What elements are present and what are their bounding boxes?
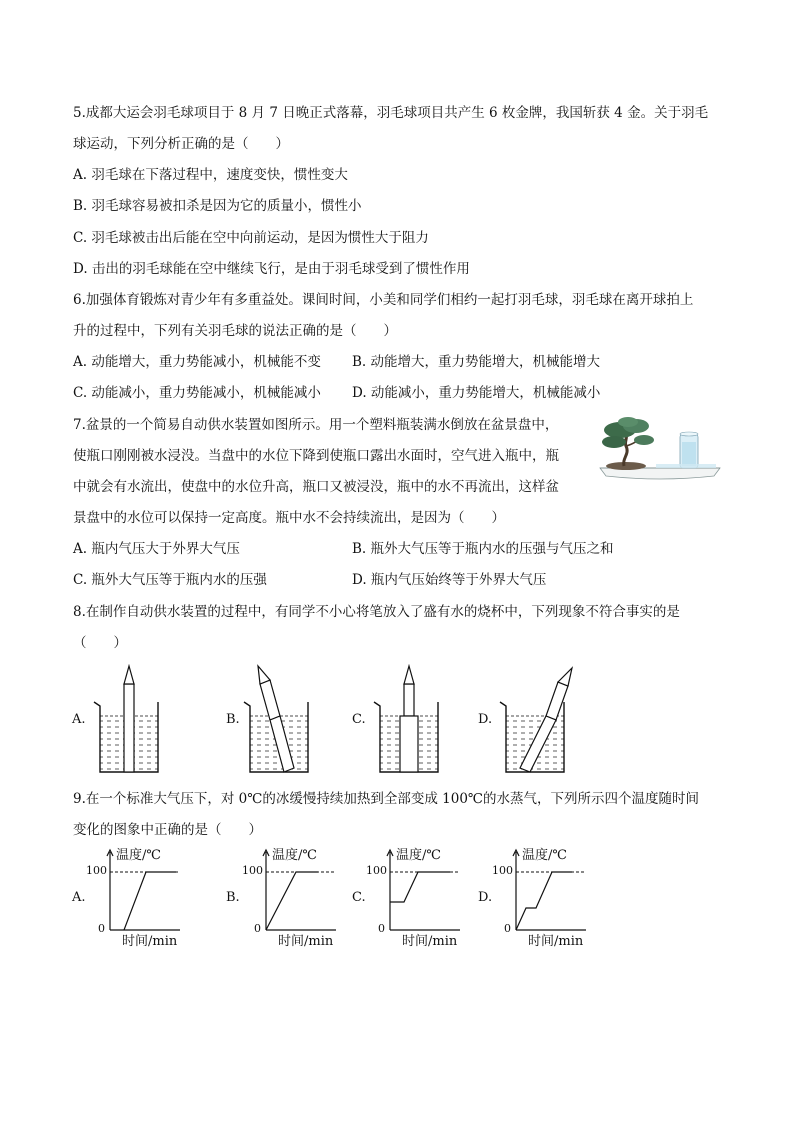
graph-b-origin: 0 [254, 922, 261, 935]
q8-label-d: D. [478, 712, 493, 727]
q5-stem-line2: 球运动，下列分析正确的是（ ） [73, 136, 289, 152]
q8-label-a: A. [72, 712, 86, 727]
q9-label-a: A. [72, 890, 86, 905]
graph-a [86, 846, 200, 949]
q8-stem-line2: （ ） [73, 635, 127, 651]
beaker-figure-d [496, 664, 580, 776]
q9-label-c: C. [352, 890, 366, 905]
graph-c [366, 846, 480, 949]
q6-option-a: A. 动能增大，重力势能减小，机械能不变 [73, 354, 321, 370]
q7-option-a: A. 瓶内气压大于外界大气压 [73, 541, 240, 557]
q7-stem-line3: 中就会有水流出，使盘中的水位升高，瓶口又被浸没，瓶中的水不再流出，这样盆 [73, 479, 559, 495]
graph-b-ytick: 100 [242, 864, 263, 877]
beaker-figure-c [370, 664, 444, 776]
q7-stem-line4: 景盘中的水位可以保持一定高度。瓶中水不会持续流出，是因为（ ） [73, 510, 505, 526]
q9-label-d: D. [478, 890, 493, 905]
q6-option-c: C. 动能减小，重力势能减小，机械能减小 [73, 385, 321, 401]
graph-a-ylabel: 温度/℃ [116, 848, 161, 863]
q7-option-b: B. 瓶外大气压等于瓶内水的压强与气压之和 [352, 541, 614, 557]
q7-stem-line1: 7.盆景的一个简易自动供水装置如图所示。用一个塑料瓶装满水倒放在盆景盘中， [73, 417, 559, 433]
q9-stem-line2: 变化的图象中正确的是（ ） [73, 822, 262, 838]
graph-a-ytick: 100 [86, 864, 107, 877]
q5-option-b: B. 羽毛球容易被扣杀是因为它的质量小，惯性小 [73, 198, 362, 214]
q9-stem-line1: 9.在一个标准大气压下，对 0℃的冰缓慢持续加热到全部变成 100℃的水蒸气，下列所示四个温度随时间 [73, 791, 700, 807]
q6-option-d: D. 动能减小，重力势能增大，机械能减小 [352, 385, 601, 401]
graph-d-origin: 0 [504, 922, 511, 935]
q8-label-b: B. [226, 712, 240, 727]
q5-stem-line1: 5.成都大运会羽毛球项目于 8 月 7 日晚正式落幕，羽毛球项目共产生 6 枚金牌，我国斩获 4 金。关于羽毛 [73, 105, 709, 121]
graph-b-ylabel: 温度/℃ [272, 848, 317, 863]
graph-d [492, 846, 606, 949]
graph-d-xlabel: 时间/min [528, 934, 584, 949]
graph-d-ytick: 100 [492, 864, 513, 877]
bonsai-water-supply-figure [596, 412, 724, 484]
graph-a-xlabel: 时间/min [122, 934, 178, 949]
graph-c-ytick: 100 [366, 864, 387, 877]
graph-c-origin: 0 [378, 922, 385, 935]
q6-stem-line2: 升的过程中，下列有关羽毛球的说法正确的是（ ） [73, 323, 397, 339]
graph-a-origin: 0 [98, 922, 105, 935]
beaker-figure-a [90, 664, 164, 776]
q7-option-c: C. 瓶外大气压等于瓶内水的压强 [73, 572, 267, 588]
q8-label-c: C. [352, 712, 366, 727]
q5-option-c: C. 羽毛球被击出后能在空中向前运动，是因为惯性大于阻力 [73, 230, 429, 246]
graph-b [242, 846, 356, 949]
q7-stem-line2: 使瓶口刚刚被水浸没。当盘中的水位下降到使瓶口露出水面时，空气进入瓶中，瓶 [73, 448, 559, 464]
q7-option-d: D. 瓶内气压始终等于外界大气压 [352, 572, 547, 588]
graph-b-xlabel: 时间/min [278, 934, 334, 949]
q6-option-b: B. 动能增大，重力势能增大，机械能增大 [352, 354, 601, 370]
q5-option-a: A. 羽毛球在下落过程中，速度变快，惯性变大 [73, 167, 348, 183]
q9-label-b: B. [226, 890, 240, 905]
graph-c-ylabel: 温度/℃ [396, 848, 441, 863]
q5-option-d: D. 击出的羽毛球能在空中继续飞行，是由于羽毛球受到了惯性作用 [73, 261, 470, 277]
q6-stem-line1: 6.加强体育锻炼对青少年有多重益处。课间时间，小美和同学们相约一起打羽毛球，羽毛球在离开球拍上 [73, 292, 694, 308]
graph-d-ylabel: 温度/℃ [522, 848, 567, 863]
beaker-figure-b [240, 664, 314, 776]
q8-stem-line1: 8.在制作自动供水装置的过程中，有同学不小心将笔放入了盛有水的烧杯中，下列现象不符合事实的是 [73, 604, 680, 620]
graph-c-xlabel: 时间/min [402, 934, 458, 949]
